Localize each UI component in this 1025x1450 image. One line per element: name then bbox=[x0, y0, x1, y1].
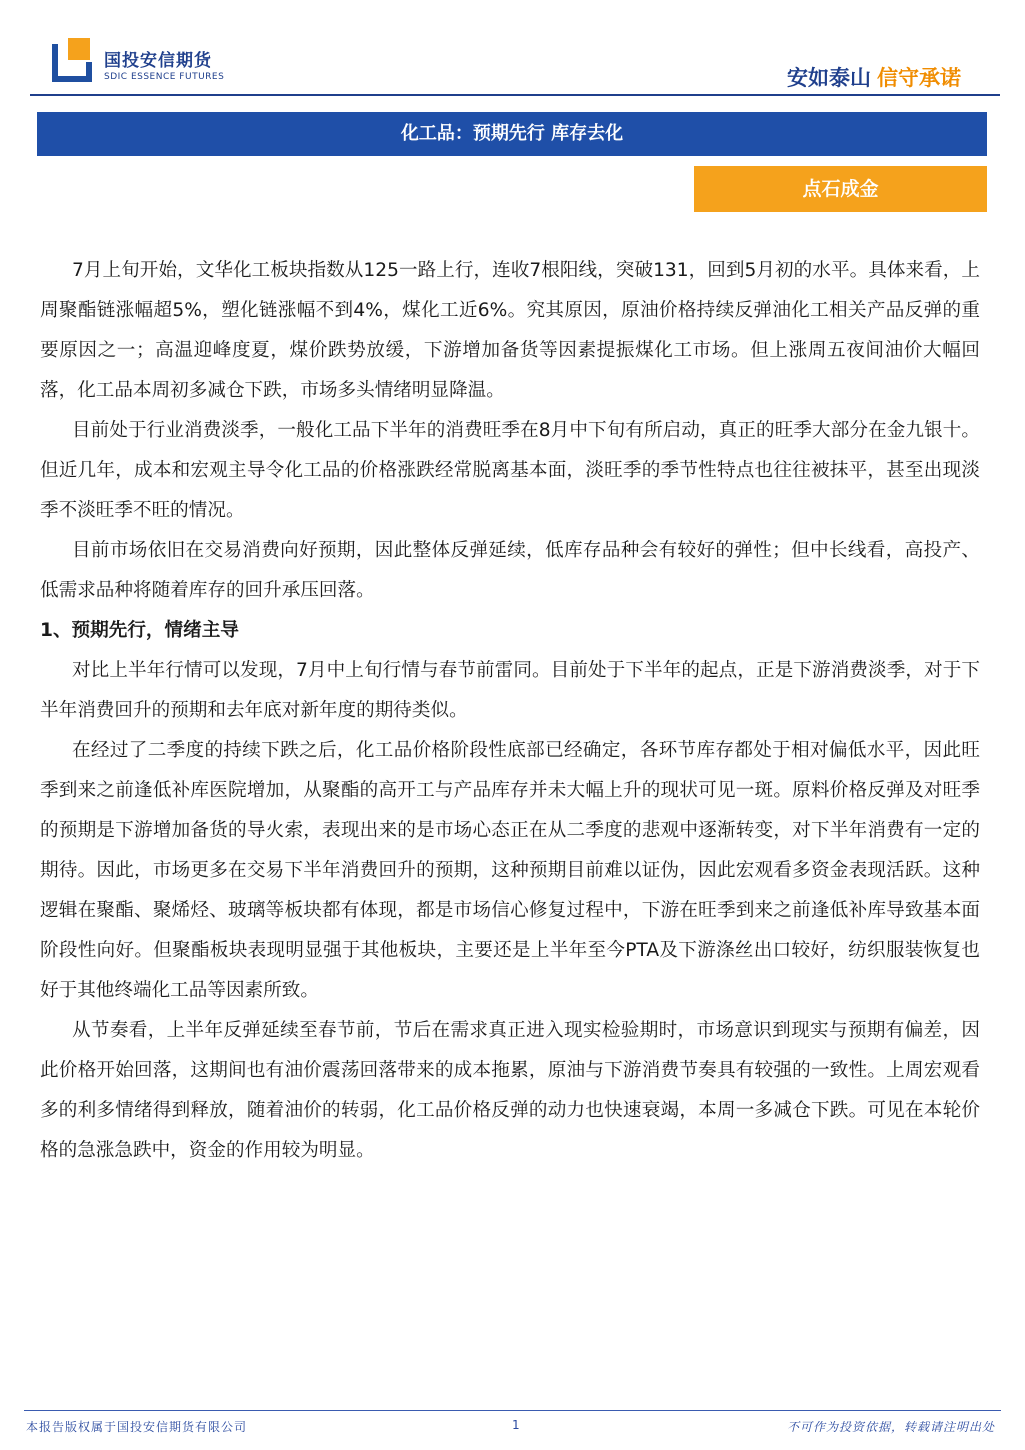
paragraph-3: 目前市场依旧在交易消费向好预期，因此整体反弹延续，低库存品种会有较好的弹性；但中长线看，高投产、低需求品种将随着库存的回升承压回落。 bbox=[40, 540, 980, 601]
section-heading-1: 1、预期先行，情绪主导 bbox=[40, 620, 239, 641]
company-logo-icon bbox=[52, 38, 96, 82]
page-footer bbox=[0, 1410, 1025, 1450]
paragraph-5: 在经过了二季度的持续下跌之后，化工品价格阶段性底部已经确定，各环节库存都处于相对偏低水平，因此旺季到来之前逢低补库医院增加，从聚酯的高开工与产品库存并未大幅上升的现状可见一斑。原料价格反弹及对旺季的预期是下游增加备货的导火索，表现出来的是市场心态正在从二季度的悲观中逐渐转变，对下半年消费有一定的期待。因此，市场更多在交易下半年消费回升的预期，这种预期目前难以证伪，因此宏观看多资金表现活跃。这种逻辑在聚酯、聚烯烃、玻璃等板块都有体现，都是市场信心修复过程中，下游在旺季到来之前逢低补库导致基本面阶段性向好。但聚酯板块表现明显强于其他板块，主要还是上半年至今PTA及下游涤丝出口较好，纺织服装恢复也好于其他终端化工品等因素所致。 bbox=[40, 740, 980, 1001]
column-tag: 点石成金 bbox=[694, 166, 987, 212]
paragraph-1: 7月上旬开始，文华化工板块指数从125一路上行，连收7根阳线，突破131，回到5月初的水平。具体来看，上周聚酯链涨幅超5%，塑化链涨幅不到4%，煤化工近6%。究其原因，原油价格持续反弹油化工相关产品反弹的重要原因之一；高温迎峰度夏，煤价跌势放缓，下游增加备货等因素提振煤化工市场。但上涨周五夜间油价大幅回落，化工品本周初多减仓下跌，市场多头情绪明显降温。 bbox=[40, 260, 980, 401]
page-number: 1 bbox=[512, 1418, 520, 1432]
copyright-note: 本报告版权属于国投安信期货有限公司 bbox=[26, 1420, 248, 1434]
paragraph-2: 目前处于行业消费淡季，一般化工品下半年的消费旺季在8月中下旬有所启动，真正的旺季大部分在金九银十。但近几年，成本和宏观主导令化工品的价格涨跌经常脱离基本面，淡旺季的季节性特点也往往被抹平，甚至出现淡季不淡旺季不旺的情况。 bbox=[40, 420, 980, 521]
brand-name-cn: 国投安信期货 bbox=[104, 51, 212, 71]
brand-name-en: SDIC ESSENCE FUTURES bbox=[104, 72, 225, 82]
footer-divider bbox=[24, 1410, 1001, 1411]
page-header bbox=[0, 0, 1025, 100]
header-divider bbox=[30, 94, 1000, 96]
slogan bbox=[787, 62, 961, 92]
slogan-part1: 安如泰山 bbox=[787, 66, 871, 90]
report-body bbox=[40, 251, 980, 1171]
report-title: 化工品：预期先行 库存去化 bbox=[37, 112, 987, 156]
paragraph-6: 从节奏看，上半年反弹延续至春节前，节后在需求真正进入现实检验期时，市场意识到现实与预期有偏差，因此价格开始回落，这期间也有油价震荡回落带来的成本拖累，原油与下游消费节奏具有较强的一致性。上周宏观看多的利多情绪得到释放，随着油价的转弱，化工品价格反弹的动力也快速衰竭，本周一多减仓下跌。可见在本轮价格的急涨急跌中，资金的作用较为明显。 bbox=[40, 1020, 980, 1161]
paragraph-4: 对比上半年行情可以发现，7月中上旬行情与春节前雷同。目前处于下半年的起点，正是下游消费淡季，对于下半年消费回升的预期和去年底对新年度的期待类似。 bbox=[40, 660, 980, 721]
disclaimer-note: 不可作为投资依据，转载请注明出处 bbox=[786, 1420, 995, 1434]
slogan-part2: 信守承诺 bbox=[877, 66, 961, 90]
